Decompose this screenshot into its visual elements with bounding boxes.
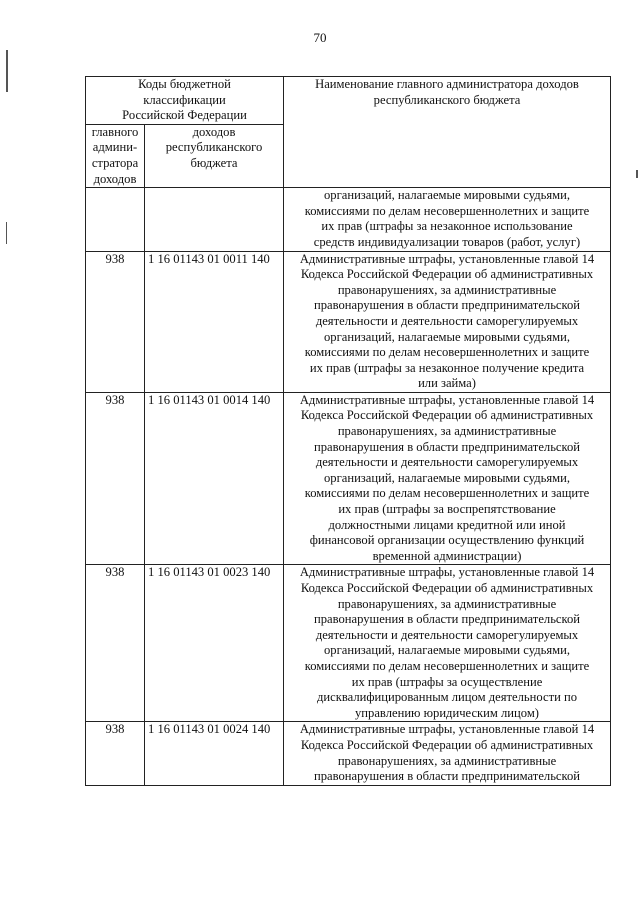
description-line: деятельности и деятельности саморегулируемых (315, 455, 579, 470)
budget-classification-table (85, 76, 611, 786)
header-chief-administrator (86, 124, 145, 187)
table-row (86, 565, 611, 722)
description-line: временной администрации) (372, 548, 522, 563)
description-line: правонарушениях, за административные (337, 282, 557, 297)
header-line: Российской Федерации (122, 108, 247, 123)
header-administrator-name (284, 77, 611, 188)
description-line: комиссиями по делам несовершеннолетних и защите (304, 345, 590, 360)
cell-administrator-name (284, 565, 611, 722)
description-line: управлению юридическим лицом) (355, 705, 539, 720)
table-row (86, 722, 611, 785)
description-line: их прав (штрафы за незаконное использование (321, 219, 573, 234)
description-line: Административные штрафы, установленные главой 14 (299, 392, 595, 407)
header-line: главного (91, 124, 139, 139)
header-row-top (86, 77, 611, 125)
description-line: Кодекса Российской Федерации об административных (300, 581, 594, 595)
description-line: их прав (штрафы за воспрепятствование (338, 502, 556, 517)
description-line: или займа) (418, 376, 476, 391)
header-line: доходов (192, 124, 236, 139)
header-line: Коды бюджетной (138, 77, 231, 91)
description-line: правонарушениях, за административные (337, 596, 557, 611)
description-line: комиссиями по делам несовершеннолетних и защите (304, 486, 590, 501)
cell-budget-code (145, 188, 284, 251)
table-row (86, 251, 611, 392)
scan-artifact-mark (6, 50, 8, 92)
description-line: их прав (штрафы за незаконное получение кредита (309, 360, 585, 375)
header-line: доходов (93, 171, 137, 186)
header-line: Наименование главного администратора доходов (315, 77, 579, 91)
description-line: Административные штрафы, установленные главой 14 (299, 251, 595, 266)
scan-artifact-mark (6, 222, 7, 244)
cell-administrator-name (284, 251, 611, 392)
description-line: деятельности и деятельности саморегулируемых (315, 313, 579, 328)
description-line: дисквалифицированным лицом деятельности по (317, 690, 577, 705)
description-line: Кодекса Российской Федерации об административных (300, 737, 594, 752)
cell-budget-code: 1 16 01143 01 0011 140 (145, 251, 284, 392)
description-line: правонарушения в области предпринимательской (313, 298, 581, 313)
description-line: Административные штрафы, установленные главой 14 (299, 565, 595, 580)
cell-administrator-code (86, 188, 145, 251)
header-line: админи- (92, 140, 138, 155)
description-line: правонарушения в области предпринимательской (313, 439, 581, 454)
description-line: правонарушения в области предпринимательской (313, 769, 581, 784)
description-line: деятельности и деятельности саморегулируемых (315, 627, 579, 642)
description-line: должностными лицами кредитной или иной (328, 517, 566, 532)
cell-budget-code: 1 16 01143 01 0023 140 (145, 565, 284, 722)
scan-artifact-mark (636, 170, 638, 178)
description-line: Административные штрафы, установленные главой 14 (299, 722, 595, 737)
header-classification-codes (86, 77, 284, 125)
description-line: их прав (штрафы за осуществление (351, 674, 543, 689)
description-line: правонарушениях, за административные (337, 753, 557, 768)
table-row (86, 392, 611, 565)
description-line: организаций, налагаемые мировыми судьями, (323, 643, 571, 658)
cell-administrator-name (284, 722, 611, 785)
cell-administrator-code: 938 (86, 565, 145, 722)
header-line: классификации (143, 92, 226, 107)
table-row (86, 188, 611, 251)
page-number: 70 (313, 30, 327, 45)
cell-budget-code: 1 16 01143 01 0014 140 (145, 392, 284, 565)
description-line: правонарушениях, за административные (337, 424, 557, 439)
header-republican-budget-income (145, 124, 284, 187)
description-line: финансовой организации осуществлению функций (309, 533, 585, 548)
header-line: республиканского (165, 140, 263, 155)
cell-administrator-code: 938 (86, 392, 145, 565)
header-line: республиканского бюджета (373, 92, 521, 107)
cell-budget-code: 1 16 01143 01 0024 140 (145, 722, 284, 785)
description-line: Кодекса Российской Федерации об административных (300, 267, 594, 282)
description-line: комиссиями по делам несовершеннолетних и защите (304, 658, 590, 673)
description-line: правонарушения в области предпринимательской (313, 612, 581, 627)
cell-administrator-name (284, 188, 611, 251)
description-line: организаций, налагаемые мировыми судьями, (323, 329, 571, 344)
description-line: Кодекса Российской Федерации об административных (300, 408, 594, 423)
description-line: средств индивидуализации товаров (работ, услуг) (313, 234, 581, 249)
header-line: стратора (91, 155, 139, 170)
header-line: бюджета (190, 155, 238, 170)
cell-administrator-code: 938 (86, 722, 145, 785)
table-header (86, 77, 611, 188)
cell-administrator-code: 938 (86, 251, 145, 392)
description-line: организаций, налагаемые мировыми судьями, (323, 470, 571, 485)
cell-administrator-name (284, 392, 611, 565)
description-line: комиссиями по делам несовершеннолетних и защите (304, 203, 590, 218)
description-line: организаций, налагаемые мировыми судьями, (323, 188, 571, 203)
table-body (86, 188, 611, 786)
